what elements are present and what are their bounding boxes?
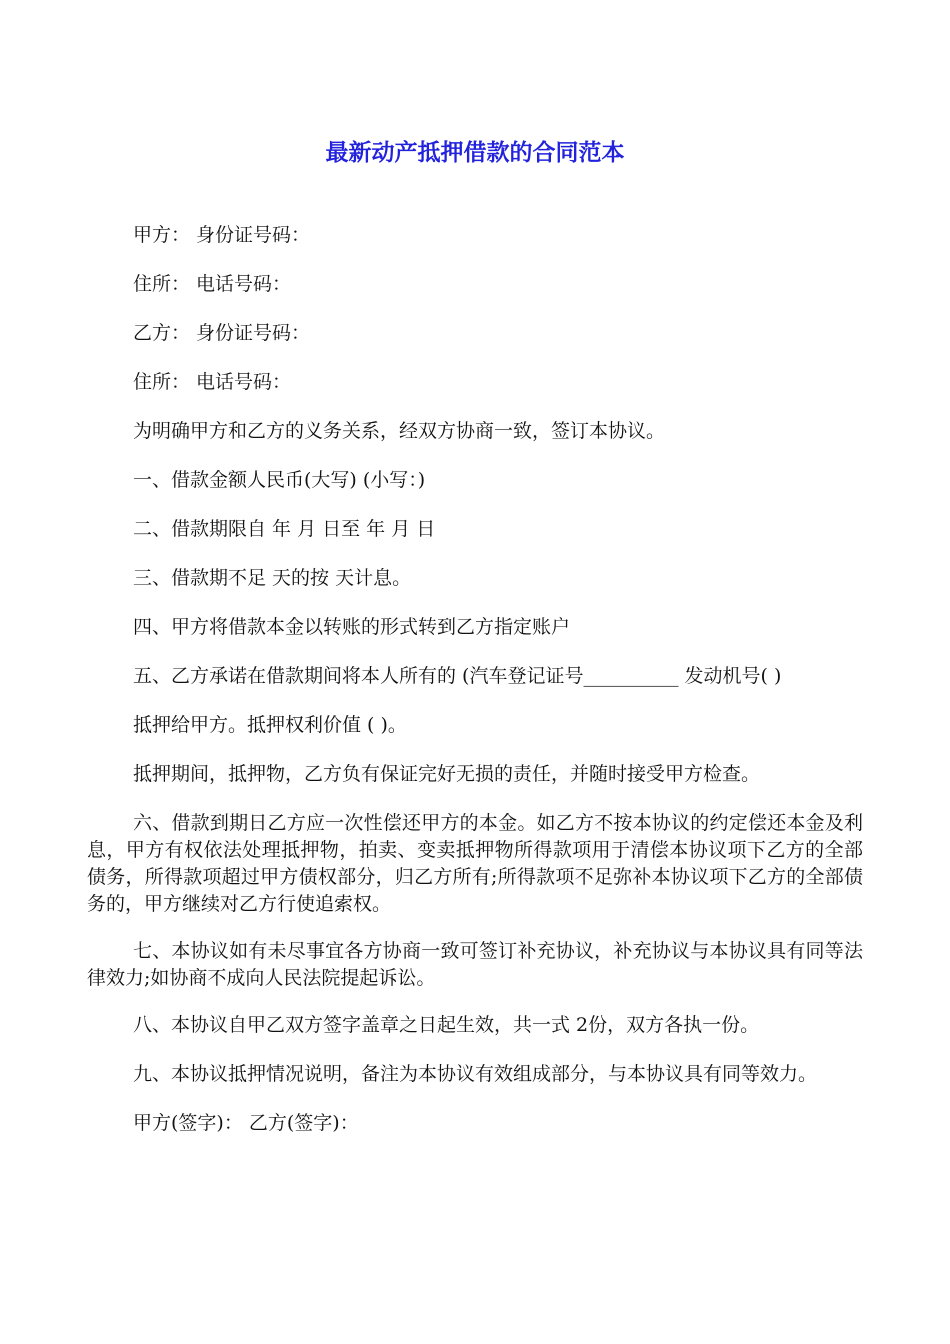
party-b-line: 乙方： 身份证号码： xyxy=(133,322,311,344)
pledge-period-statement: 抵押期间，抵押物，乙方负有保证完好无损的责任，并随时接受甲方检查。 xyxy=(133,763,761,785)
clause-4: 四、甲方将借款本金以转账的形式转到乙方指定账户 xyxy=(133,616,571,638)
clause-7: 七、本协议如有未尽事宜各方协商一致可签订补充协议，补充协议与本协议具有同等法律效力;如协商不成向人民法院提起诉讼。 xyxy=(87,940,863,989)
party-a-line: 甲方： 身份证号码： xyxy=(133,224,311,246)
clause-2: 二、借款期限自 年 月 日至 年 月 日 xyxy=(133,518,436,540)
pledge-statement: 抵押给甲方。抵押权利价值 ( )。 xyxy=(133,714,407,736)
clause-1: 一、借款金额人民币(大写) (小写：) xyxy=(133,469,426,491)
clause-8: 八、本协议自甲乙双方签字盖章之日起生效，共一式 2份，双方各执一份。 xyxy=(133,1014,760,1036)
clause-3: 三、借款期不足 天的按 天计息。 xyxy=(133,567,412,589)
party-b-address-line: 住所： 电话号码： xyxy=(133,371,292,393)
clause-9: 九、本协议抵押情况说明，备注为本协议有效组成部分，与本协议具有同等效力。 xyxy=(133,1063,818,1085)
clause-5: 五、乙方承诺在借款期间将本人所有的 (汽车登记证号__________ 发动机号( ) xyxy=(133,665,782,687)
clause-6: 六、借款到期日乙方应一次性偿还甲方的本金。如乙方不按本协议的约定偿还本金及利息，甲方有权依法处理抵押物，拍卖、变卖抵押物所得款项用于清偿本协议项下乙方的全部债务，所得款项超过甲方债权部分，归乙方所有;所得款项不足弥补本协议项下乙方的全部债务的，甲方继续对乙方行使追索权。 xyxy=(87,812,863,915)
preamble-paragraph: 为明确甲方和乙方的义务关系，经双方协商一致，签订本协议。 xyxy=(133,420,666,442)
document-title: 最新动产抵押借款的合同范本 xyxy=(325,140,625,166)
signature-line: 甲方(签字)： 乙方(签字)： xyxy=(133,1112,359,1134)
document-body xyxy=(87,222,863,1159)
party-a-address-line: 住所： 电话号码： xyxy=(133,273,292,295)
